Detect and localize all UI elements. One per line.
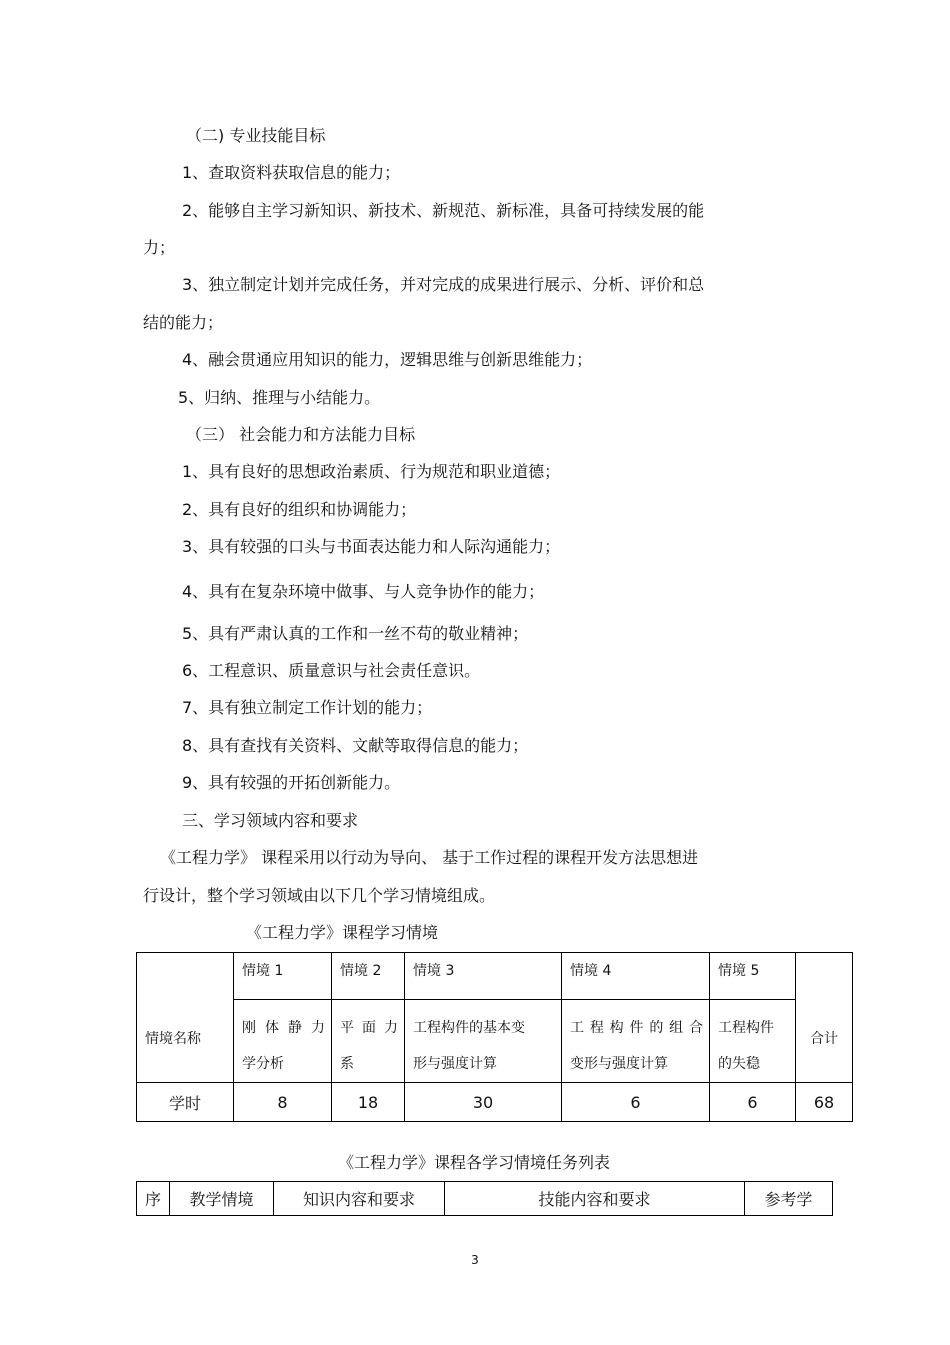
situation-name-line: 工程构件的基本变: [413, 1020, 525, 1036]
situation-header: 情境 5: [710, 953, 796, 1000]
paragraph-line: 8、具有查找有关资料、文献等取得信息的能力；: [182, 736, 529, 755]
situation-header: 情境 4: [562, 953, 710, 1000]
column-header-situation: 教学情境: [170, 1182, 274, 1216]
paragraph-line: 行设计，整个学习领域由以下几个学习情境组成。: [143, 886, 496, 905]
situation-name-line: 工程构件: [718, 1020, 774, 1036]
situation-name-line: 形与强度计算: [413, 1056, 497, 1072]
paragraph-line: 1、查取资料获取信息的能力；: [182, 163, 401, 182]
paragraph-line: 《工程力学》 课程采用以行动为导向、 基于工作过程的课程开发方法思想进: [160, 848, 699, 867]
paragraph-line: 结的能力；: [143, 313, 224, 332]
hours-value: 18: [332, 1083, 405, 1122]
paragraph-line: 7、具有独立制定工作计划的能力；: [182, 698, 433, 717]
section-heading-skills: （二) 专业技能目标: [186, 126, 326, 145]
page-number: 3: [471, 1253, 479, 1267]
table2-caption: 《工程力学》课程各学习情境任务列表: [338, 1153, 611, 1172]
situation-name-line: 系: [340, 1056, 354, 1072]
situation-name-line: 学分析: [242, 1056, 284, 1072]
paragraph-line: 3、具有较强的口头与书面表达能力和人际沟通能力；: [182, 537, 561, 556]
section-heading-social: （三） 社会能力和方法能力目标: [186, 425, 416, 444]
learning-situations-table: [136, 952, 853, 1122]
row-label-cell: [137, 953, 234, 1083]
column-header-index: 序: [137, 1182, 170, 1216]
situation-name-line: 工程构件的组合: [570, 1020, 703, 1036]
column-header-knowledge: 知识内容和要求: [274, 1182, 445, 1216]
hours-value: 30: [405, 1083, 562, 1122]
situation-name-cell: [405, 1000, 562, 1083]
paragraph-line: 1、具有良好的思想政治素质、行为规范和职业道德；: [182, 462, 561, 481]
column-header-skills: 技能内容和要求: [445, 1182, 745, 1216]
situation-name-cell: [562, 1000, 710, 1083]
situation-name-line: 的失稳: [718, 1056, 760, 1072]
hours-value: 8: [234, 1083, 332, 1122]
situation-name-line: 平面力: [340, 1020, 398, 1036]
column-header-reference: 参考学: [745, 1182, 833, 1216]
hours-value: 6: [562, 1083, 710, 1122]
paragraph-line: 9、具有较强的开拓创新能力。: [182, 773, 401, 792]
total-hours-value: 68: [796, 1083, 853, 1122]
situation-name-label: 情境名称: [145, 1030, 201, 1047]
situation-name-line: 刚体静力: [242, 1020, 325, 1036]
situation-header: 情境 2: [332, 953, 405, 1000]
paragraph-line: 4、融会贯通应用知识的能力，逻辑思维与创新思维能力；: [182, 350, 593, 369]
situation-name-line: 变形与强度计算: [570, 1056, 668, 1072]
task-list-table: [136, 1181, 833, 1216]
total-label: 合计: [810, 1030, 838, 1047]
section-heading-content: 三、学习领域内容和要求: [182, 811, 359, 830]
paragraph-line: 5、具有严肃认真的工作和一丝不苟的敬业精神；: [182, 624, 529, 643]
paragraph-line: 力；: [143, 238, 176, 257]
situation-header: 情境 1: [234, 953, 332, 1000]
situation-name-cell: [332, 1000, 405, 1083]
paragraph-line: 6、工程意识、质量意识与社会责任意识。: [182, 661, 481, 680]
situation-name-cell: [234, 1000, 332, 1083]
situation-header: 情境 3: [405, 953, 562, 1000]
total-label-cell: [796, 953, 853, 1083]
situation-name-cell: [710, 1000, 796, 1083]
hours-label: 学时: [137, 1083, 234, 1122]
paragraph-line: 2、能够自主学习新知识、新技术、新规范、新标准，具备可持续发展的能: [182, 201, 705, 220]
paragraph-line: 4、具有在复杂环境中做事、与人竞争协作的能力；: [182, 582, 545, 601]
paragraph-line: 2、具有良好的组织和协调能力；: [182, 500, 417, 519]
table1-caption: 《工程力学》课程学习情境: [246, 923, 439, 942]
paragraph-line: 3、独立制定计划并完成任务，并对完成的成果进行展示、分析、评价和总: [182, 275, 705, 294]
paragraph-line: 5、归纳、推理与小结能力。: [178, 388, 381, 407]
hours-value: 6: [710, 1083, 796, 1122]
